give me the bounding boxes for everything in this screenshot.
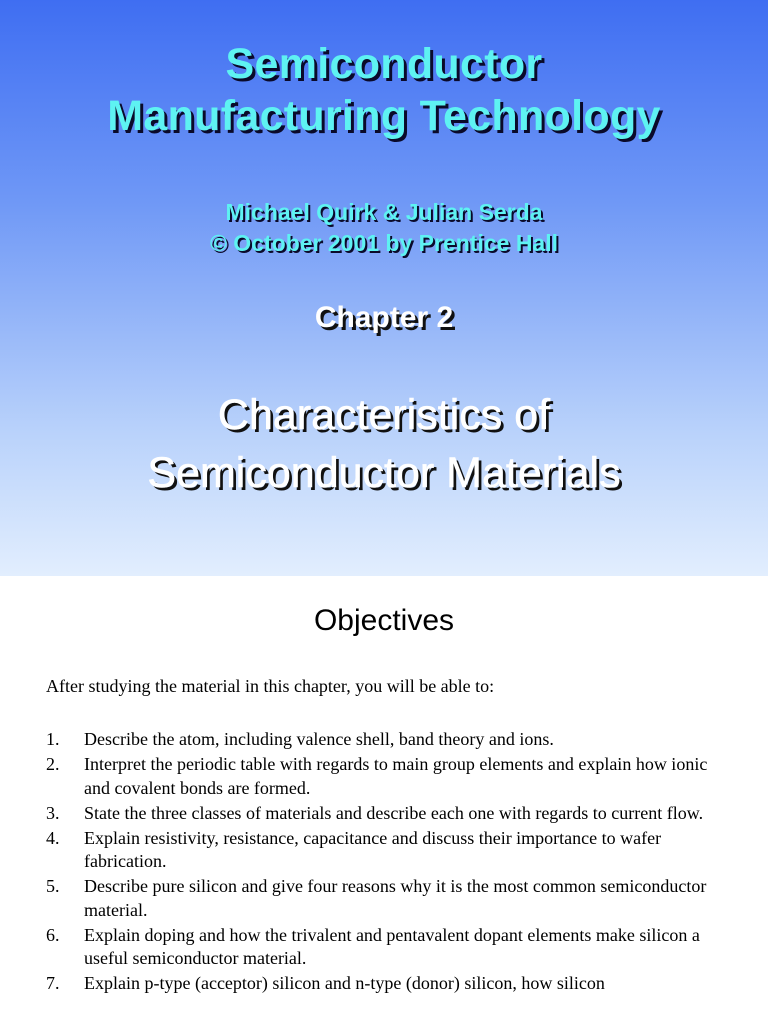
authors-line: Michael Quirk & Julian Serda <box>225 199 543 225</box>
list-item <box>46 875 726 922</box>
list-item-text: Explain resistivity, resistance, capacitance and discuss their importance to wafer fabrication. <box>84 827 662 871</box>
list-item-number: 7. <box>46 973 60 993</box>
copyright-line: © October 2001 by Prentice Hall <box>209 230 559 256</box>
list-item-text: Interpret the periodic table with regards to main group elements and explain how ionic and covalent bonds are formed. <box>84 754 708 798</box>
list-item <box>46 753 726 800</box>
list-item-text: Explain doping and how the trivalent and pentavalent dopant elements make silicon a useful semiconductor material. <box>84 924 700 968</box>
list-item-number: 4. <box>46 827 60 848</box>
book-title-line-1: Semiconductor <box>225 40 543 88</box>
chapter-label: Chapter 2 <box>314 301 454 334</box>
list-item-number: 3. <box>46 802 60 823</box>
list-item-number: 2. <box>46 754 60 774</box>
list-item-text: Describe the atom, including valence shell, band theory and ions. <box>84 729 554 749</box>
book-title <box>0 38 768 142</box>
list-item-text: Describe pure silicon and give four reasons why it is the most common semiconductor material. <box>84 876 707 920</box>
book-title-line-2: Manufacturing Technology <box>107 92 661 140</box>
objectives-heading: Objectives <box>313 604 455 637</box>
chapter-title <box>0 386 768 502</box>
list-item <box>46 802 726 826</box>
chapter-title-line-1: Characteristics of <box>217 391 551 439</box>
list-item <box>46 827 726 874</box>
objectives-list <box>46 728 726 997</box>
list-item-text: Explain p-type (acceptor) silicon and n-type (donor) silicon, how silicon <box>84 973 605 993</box>
list-item-number: 5. <box>46 876 60 896</box>
list-item <box>46 924 726 971</box>
chapter-title-line-2: Semiconductor Materials <box>147 449 621 497</box>
list-item-text: State the three classes of materials and describe each one with regards to current flow. <box>84 802 704 823</box>
list-item-number: 6. <box>46 924 60 945</box>
list-item <box>46 728 726 752</box>
list-item-number: 1. <box>46 729 60 749</box>
list-item <box>46 972 726 996</box>
objectives-intro: After studying the material in this chapter, you will be able to: <box>46 676 495 696</box>
objectives-section <box>0 576 768 1024</box>
author-block <box>0 197 768 259</box>
